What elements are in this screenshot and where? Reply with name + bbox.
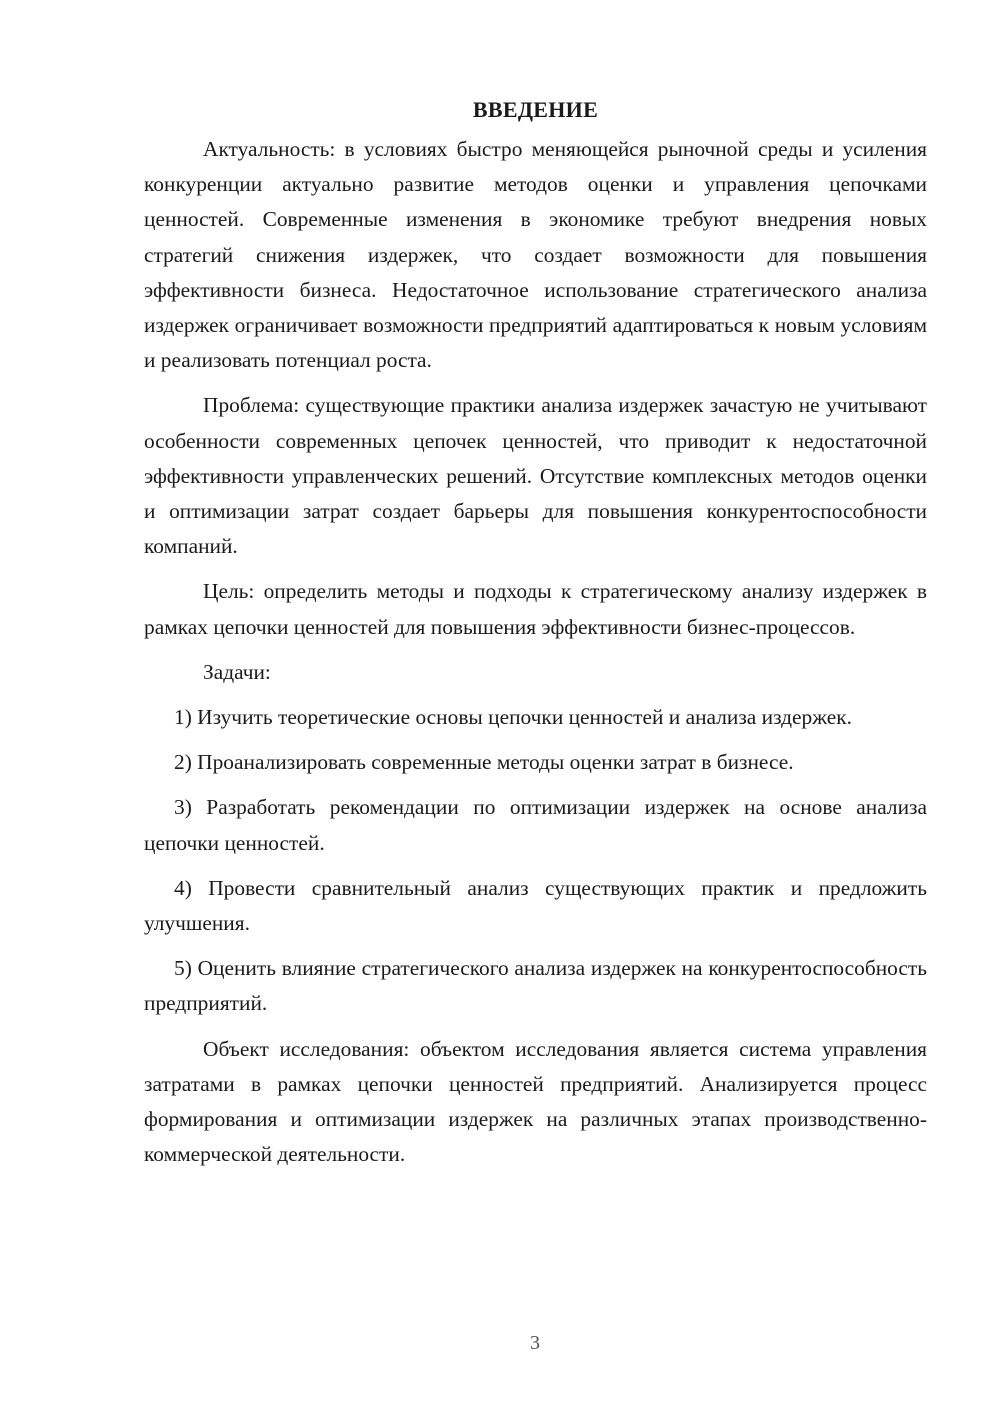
paragraph-goal: Цель: определить методы и подходы к стратегическому анализу издержек в рамках цепочки ценностей для повышения эффективности бизнес-процессов. <box>144 579 927 639</box>
paragraph-object: Объект исследования: объектом исследования является система управления затратами в рамках цепочки ценностей предприятий. Анализируется процесс формирования и оптимизации издержек на различных этапах производственно-коммерческой деятельности. <box>144 1036 927 1167</box>
task-item-2: 2) Проанализировать современные методы оценки затрат в бизнесе. <box>174 750 794 775</box>
task-item-5: 5) Оценить влияние стратегического анализа издержек на конкурентоспособность предприятий. <box>144 956 927 1016</box>
tasks-list <box>144 700 927 1022</box>
paragraph-problem: Проблема: существующие практики анализа издержек зачастую не учитывают особенности современных цепочек ценностей, что приводит к недостаточной эффективности управленческих решений. Отсутствие комплексных методов оценки и оптимизации затрат создает барьеры для повышения конкурентоспособности компаний. <box>144 393 927 559</box>
task-item-1: 1) Изучить теоретические основы цепочки ценностей и анализа издержек. <box>174 705 852 730</box>
task-item-3: 3) Разработать рекомендации по оптимизации издержек на основе анализа цепочки ценностей. <box>144 795 927 855</box>
paragraph-relevance: Актуальность: в условиях быстро меняющейся рыночной среды и усиления конкуренции актуально развитие методов оценки и управления цепочками ценностей. Современные изменения в экономике требуют внедрения новых стратегий снижения издержек, что создает возможности для повышения эффективности бизнеса. Недостаточное использование стратегического анализа издержек ограничивает возможности предприятий адаптироваться к новым условиям и реализовать потенциал роста. <box>144 137 927 373</box>
document-heading: ВВЕДЕНИЕ <box>472 97 599 122</box>
document-page <box>144 92 927 1182</box>
tasks-label: Задачи: <box>203 659 271 684</box>
task-item-4: 4) Провести сравнительный анализ существующих практик и предложить улучшения. <box>144 875 927 936</box>
page-number: 3 <box>530 1332 540 1354</box>
